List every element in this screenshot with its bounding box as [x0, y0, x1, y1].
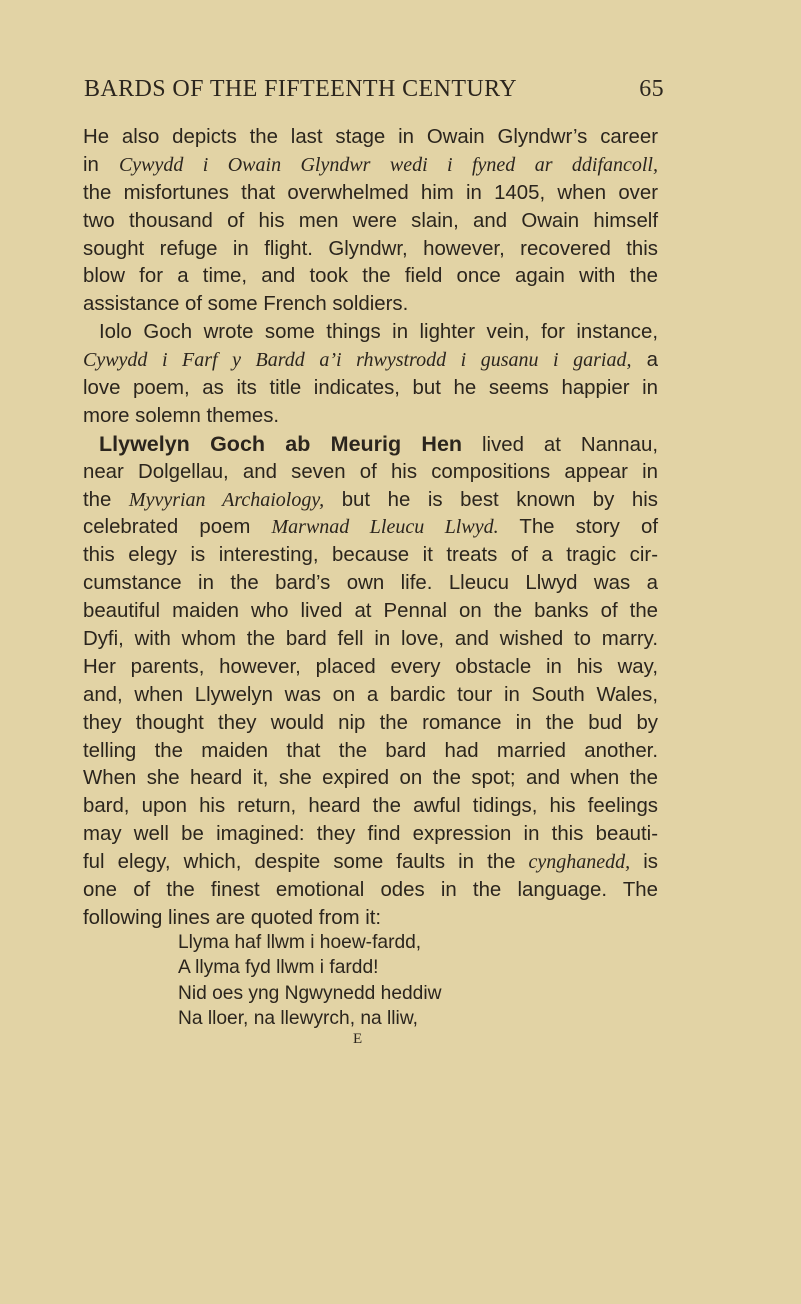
verse-quotation	[178, 930, 441, 1032]
verse-line: A llyma fyd llwm i fardd!	[178, 957, 379, 979]
text-line	[83, 487, 658, 515]
text-line	[83, 347, 658, 375]
text-run: but he is best known by his	[324, 488, 658, 511]
text-line: beautiful maiden who lived at Pennal on the banks of the	[83, 600, 658, 623]
text-line: He also depicts the last stage in Owain Glyndwr’s career	[83, 126, 658, 148]
text-line: Her parents, however, placed every obstacle in his way,	[83, 655, 658, 678]
italic-title-run: Cywydd i Owain Glyndwr wedi i fyned ar ddifancoll,	[118, 153, 658, 176]
text-line: Iolo Goch wrote some things in lighter vein, for instance,	[99, 321, 658, 344]
text-run: the	[83, 488, 129, 511]
text-line: love poem, as its title indicates, but he seems happier in	[83, 377, 658, 400]
bard-name-heading: Llywelyn Goch ab Meurig Hen	[99, 431, 463, 456]
text-run: a	[631, 349, 658, 372]
body-text	[83, 124, 658, 933]
italic-term-run: cynghanedd,	[528, 851, 631, 874]
text-line	[83, 431, 658, 459]
italic-title-run: Myvyrian Archaiology,	[128, 488, 325, 511]
text-line: cumstance in the bard’s own life. Lleucu Llwyd was a	[83, 572, 658, 595]
running-header	[84, 76, 664, 106]
text-run: lived at Nannau,	[462, 433, 658, 456]
italic-title-run: Marwnad Lleucu Llwyd.	[271, 516, 499, 539]
text-run: in	[83, 153, 119, 176]
italic-title-run: Cywydd i Farf y Bardd a’i rhwystrodd i gusanu i gariad,	[83, 349, 632, 372]
verse-line: Llyma haf llwm i hoew-fardd,	[178, 932, 422, 953]
text-run: ful elegy, which, despite some faults in the	[83, 851, 529, 874]
verse-line: Nid oes yng Ngwynedd heddiw	[178, 982, 442, 1004]
text-line: they thought they would nip the romance in the bud by	[83, 711, 658, 734]
text-line	[83, 152, 658, 180]
text-line: and, when Llywelyn was on a bardic tour in South Wales,	[83, 683, 658, 706]
text-line: more solemn themes.	[83, 404, 280, 427]
signature-mark: E	[353, 1031, 363, 1047]
text-line: blow for a time, and took the field once again with the	[83, 265, 658, 288]
page-number: 65	[639, 76, 664, 102]
text-line: may well be imagined: they find expression in this beauti-	[83, 823, 658, 846]
text-line: following lines are quoted from it:	[83, 906, 382, 929]
text-line: near Dolgellau, and seven of his compositions appear in	[83, 460, 658, 483]
text-line: bard, upon his return, heard the awful tidings, his feelings	[83, 795, 658, 818]
text-line: telling the maiden that the bard had married another.	[83, 739, 658, 762]
text-line	[83, 849, 658, 877]
text-line: When she heard it, she expired on the spot; and when the	[83, 767, 658, 790]
text-run: celebrated poem	[83, 516, 272, 539]
text-line: the misfortunes that overwhelmed him in 1405, when over	[83, 181, 658, 204]
text-line: one of the finest emotional odes in the language. The	[83, 879, 658, 902]
text-line: assistance of some French soldiers.	[83, 293, 409, 316]
text-line: Dyfi, with whom the bard fell in love, and wished to marry.	[83, 628, 658, 651]
text-line: two thousand of his men were slain, and Owain himself	[83, 209, 658, 232]
running-title: BARDS OF THE FIFTEENTH CENTURY	[84, 76, 517, 102]
text-line: this elegy is interesting, because it treats of a tragic cir-	[83, 544, 658, 567]
text-line	[83, 514, 658, 542]
verse-line: Na lloer, na llewyrch, na lliw,	[178, 1008, 418, 1030]
text-run: is	[630, 851, 658, 874]
text-run: The story of	[498, 516, 658, 539]
text-line: sought refuge in flight. Glyndwr, however, recovered this	[83, 237, 658, 260]
